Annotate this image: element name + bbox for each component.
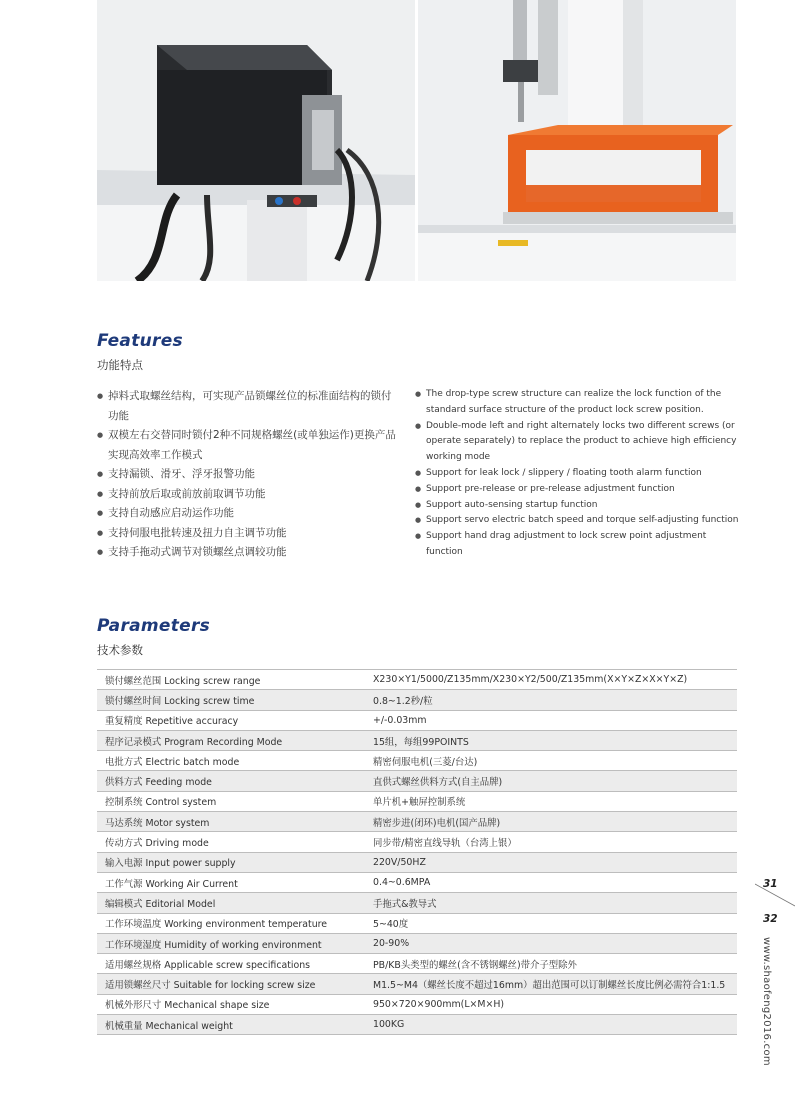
table-row [97,812,737,832]
feature-item: ● Support for leak lock / slippery / floating tooth alarm function [415,466,741,482]
feature-item: ● 支持伺服电批转速及扭力自主调节功能 [97,524,397,544]
feature-item: ● Support auto-sensing startup function [415,498,741,514]
param-value: 950×720×900mm(L×M×H) [365,994,737,1014]
table-row [97,913,737,933]
page-number-left: 31 [763,878,778,890]
features-list-en [415,387,741,561]
feature-item: ● Support hand drag adjustment to lock screw point adjustment function [415,529,741,561]
feature-item: ● Support servo electric batch speed and torque self-adjusting function [415,513,741,529]
table-row [97,690,737,710]
features-list-cn [97,387,397,563]
param-value: 15组，每组99POINTS [365,730,737,750]
param-label: 重复精度 Repetitive accuracy [97,710,365,730]
param-value: 20-90% [365,933,737,953]
feature-item: ● 支持自动感应启动运作功能 [97,504,397,524]
table-row [97,832,737,852]
table-row [97,872,737,892]
param-value: PB/KB头类型的螺丝(含不锈钢螺丝)带介子型除外 [365,954,737,974]
table-row [97,994,737,1014]
param-value: 精密伺服电机(三菱/台达) [365,751,737,771]
param-label: 程序记录模式 Program Recording Mode [97,730,365,750]
table-row [97,933,737,953]
param-value: 直供式螺丝供料方式(自主品牌) [365,771,737,791]
param-label: 电批方式 Electric batch mode [97,751,365,771]
table-row [97,974,737,994]
param-value: 手拖式&教导式 [365,893,737,913]
feature-item: ● Support pre-release or pre-release adjustment function [415,482,741,498]
param-label: 工作环境湿度 Humidity of working environment [97,933,365,953]
feature-item: ● 双模左右交替同时锁付2种不同规格螺丝(或单独运作)更换产品实现高效率工作模式 [97,426,397,465]
param-value: 5~40度 [365,913,737,933]
website-url: www.shaofeng2016.com [761,937,772,1066]
website-url-container [760,937,774,1066]
parameters-table [97,669,737,1035]
param-label: 适用螺丝规格 Applicable screw specifications [97,954,365,974]
param-value: X230×Y1/5000/Z135mm/X230×Y2/500/Z135mm(X×Y×Z×X×Y×Z) [365,670,737,690]
feature-item: ● 掉料式取螺丝结构，可实现产品锁螺丝位的标准面结构的锁付功能 [97,387,397,426]
parameters-title: Parameters [97,616,211,636]
param-value: 同步带/精密直线导轨（台湾上银） [365,832,737,852]
param-label: 机械重量 Mechanical weight [97,1015,365,1035]
photo-screwdriver-fixture [418,0,736,281]
param-value: 0.4~0.6MPA [365,872,737,892]
photo-screw-feeder [97,0,415,281]
param-value: 精密步进(闭环)电机(国产品牌) [365,812,737,832]
table-row [97,751,737,771]
page-divider-line [755,880,795,910]
feature-item: ● Double-mode left and right alternately locks two different screws (or operate separately) to replace the product to achieve high efficiency working mode [415,419,741,466]
param-label: 输入电源 Input power supply [97,852,365,872]
param-value: 单片机+触屏控制系统 [365,791,737,811]
feature-item: ● The drop-type screw structure can realize the lock function of the standard surface structure of the product lock screw position. [415,387,741,419]
table-row [97,710,737,730]
table-row [97,791,737,811]
param-label: 工作气源 Working Air Current [97,872,365,892]
table-row [97,954,737,974]
parameters-subtitle: 技术参数 [97,643,143,657]
table-row [97,852,737,872]
param-value: 100KG [365,1015,737,1035]
param-label: 供料方式 Feeding mode [97,771,365,791]
param-label: 传动方式 Driving mode [97,832,365,852]
param-label: 工作环境温度 Working environment temperature [97,913,365,933]
param-value: M1.5~M4（螺丝长度不超过16mm）超出范围可以订制螺丝长度比例必需符合1:1.5 [365,974,737,994]
param-label: 锁付螺丝范围 Locking screw range [97,670,365,690]
param-value: 220V/50HZ [365,852,737,872]
table-row [97,893,737,913]
features-subtitle: 功能特点 [97,358,143,372]
feature-item: ● 支持前放后取或前放前取调节功能 [97,485,397,505]
param-value: +/-0.03mm [365,710,737,730]
table-row [97,730,737,750]
param-label: 马达系统 Motor system [97,812,365,832]
table-row [97,670,737,690]
param-value: 0.8~1.2秒/粒 [365,690,737,710]
param-label: 适用锁螺丝尺寸 Suitable for locking screw size [97,974,365,994]
page-number-right: 32 [763,913,778,925]
features-title: Features [97,331,183,351]
feature-item: ● 支持手拖动式调节对锁螺丝点调较功能 [97,543,397,563]
feature-item: ● 支持漏锁、滑牙、浮牙报警功能 [97,465,397,485]
table-row [97,771,737,791]
param-label: 编辑模式 Editorial Model [97,893,365,913]
param-label: 机械外形尺寸 Mechanical shape size [97,994,365,1014]
param-label: 控制系统 Control system [97,791,365,811]
param-label: 锁付螺丝时间 Locking screw time [97,690,365,710]
table-row [97,1015,737,1035]
